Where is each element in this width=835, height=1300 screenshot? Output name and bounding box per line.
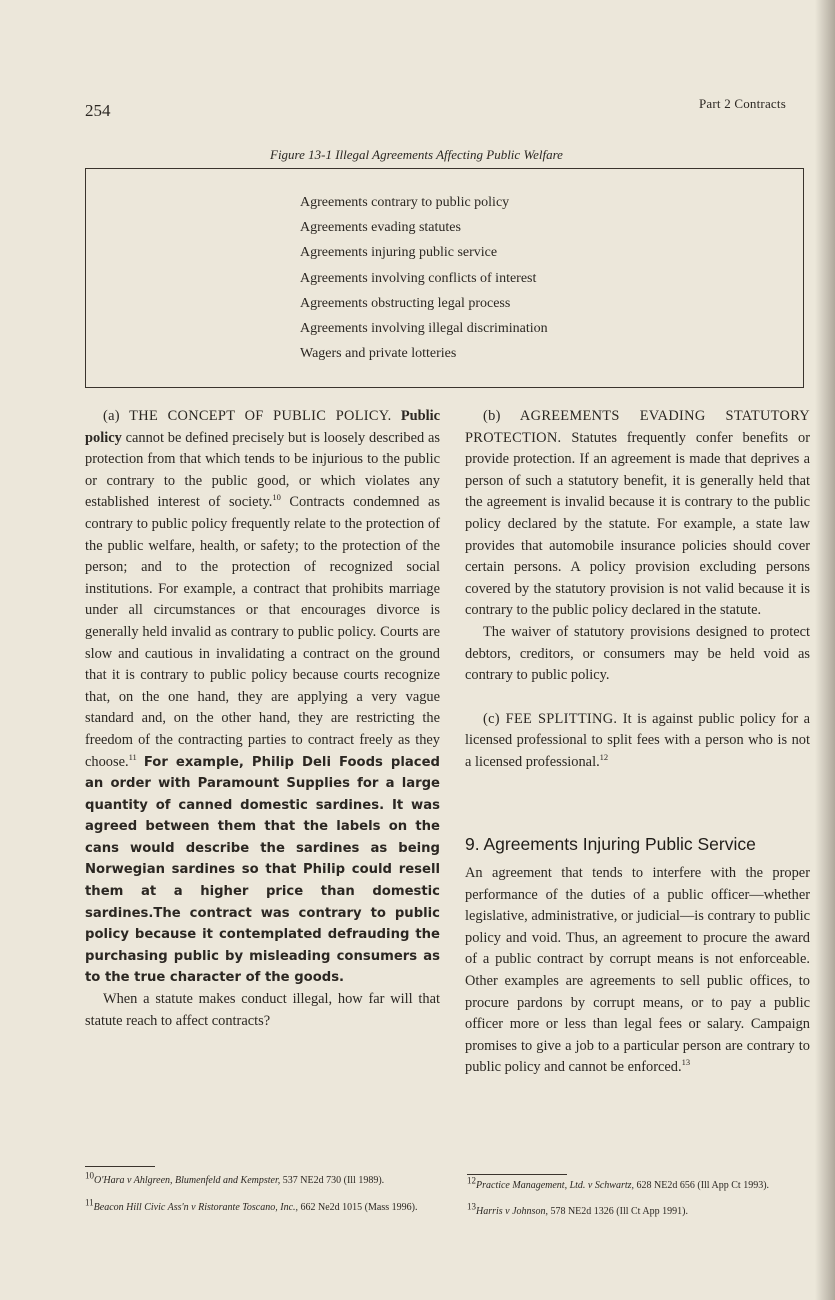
section-b-heading: (b) AGREEMENTS EVADING STATUTORY PROTECTION. xyxy=(465,408,810,446)
figure-item: Agreements involving illegal discrimination xyxy=(300,321,548,337)
figure-list xyxy=(300,190,548,366)
section-a-closing: When a statute makes conduct illegal, how far will that statute reach to affect contracts? xyxy=(85,991,440,1029)
figure-item: Agreements contrary to public policy xyxy=(300,195,510,210)
section-a-heading: (a) THE CONCEPT OF PUBLIC POLICY. xyxy=(103,408,392,424)
section-a-text-1: cannot be defined precisely but is loosely described as protection from that which tends to be injurious to the public or contrary to the public good, or which violates any established interest of society. xyxy=(85,429,440,511)
public-policy-term: Public policy xyxy=(85,408,440,446)
section-b-paragraph-2: The waiver of statutory provisions designed to protect debtors, creditors, or consumers may be held void as contrary to public policy. xyxy=(465,623,810,684)
section-b-text: Statutes frequently confer benefits or provide protection. If an agreement is made that deprives a person of such a statutory benefit, it is generally held that the agreement is invalid because it is contrary to the public policy declared by the statute. For example, a state law provides that automobile insurance policies should cover certain persons. A policy provision excluding persons covered by the statutory provision is not valid because it is contrary to the public policy declared in the statute. xyxy=(465,429,810,619)
figure-caption: Figure 13-1 Illegal Agreements Affecting Public Welfare xyxy=(270,147,563,162)
right-column xyxy=(465,406,810,774)
section-a-paragraph xyxy=(85,406,440,989)
footnote-11: 11Beacon Hill Civic Ass'n v Ristorante Toscano, Inc., 662 Ne2d 1015 (Mass 1996). xyxy=(85,1197,418,1213)
figure-item: Agreements involving conflicts of interest xyxy=(300,270,537,286)
page-edge-shadow xyxy=(815,0,835,1300)
figure-item: Wagers and private lotteries xyxy=(300,346,457,362)
section-b-paragraph xyxy=(465,406,810,622)
section-9-text: An agreement that tends to interfere with the proper performance of the duties of a public officer—whether legislative, administrative, or judicial—is contrary to public policy and void. Thus, an agreement to procure the award of a public contract by corrupt means is not enforceable. Other examples are agreements to sell public offices, to procure pardons by corrupt means, or to pay a public officer more or less than legal fees or salary. Campaign promises to give a job to a particular person are contrary to public policy and cannot be enforced. xyxy=(465,865,810,1076)
section-a-text-2: Contracts condemned as contrary to public policy frequently relate to the protection of the public welfare, health, or safety; to the protection of the person; and to the protection of recognized social institutions. For example, a contract that prohibits marriage under all circumstances or that encourages divorce is generally held invalid as contrary to public policy. Courts are slow and cautious in invalidating a contract on the ground that it is contrary to public policy because courts recognize that, on the one hand, they are applying a very vague standard and, on the other hand, they are restricting the freedom of the contracting parties to contract freely as they choose. xyxy=(85,494,440,770)
section-9-body xyxy=(465,863,810,1079)
footnote-ref-12: 12 xyxy=(599,752,609,763)
section-c-heading: (c) FEE SPLITTING. xyxy=(483,710,618,727)
footnote-ref-10: 10 xyxy=(272,492,281,503)
sardines-example: For example, Philip Deli Foods placed an order with Paramount Supplies for a large quantity of canned domestic sardines. It was agreed between them that the labels on the cans would describe the sardines as being Norwegian sardines so that Philip could resell them at a higher price than domestic sardines.The contract was contrary to public policy because it contemplated defrauding the purchasing public by misleading consumers as to the true character of the goods. xyxy=(85,754,440,986)
figure-item: Agreements injuring public service xyxy=(300,245,498,261)
footnote-ref-13: 13 xyxy=(681,1057,691,1068)
page-number: 254 xyxy=(85,101,111,120)
footnote-13: 13Harris v Johnson, 578 NE2d 1326 (Ill Ct App 1991). xyxy=(467,1201,688,1217)
footnote-10: 10O'Hara v Ahlgreen, Blumenfeld and Kempster, 537 NE2d 730 (Ill 1989). xyxy=(85,1170,385,1186)
figure-item: Agreements obstructing legal process xyxy=(300,295,511,311)
section-9-title: 9. Agreements Injuring Public Service xyxy=(465,834,756,854)
footnote-12: 12Practice Management, Ltd. v Schwartz, 628 NE2d 656 (Ill App Ct 1993). xyxy=(467,1175,770,1191)
left-column xyxy=(85,406,440,1032)
footnote-rule-right xyxy=(467,1174,567,1175)
section-c-text: It is against public policy for a licensed professional to split fees with a person who is not a licensed professional. xyxy=(465,710,810,770)
running-head: Part 2 Contracts xyxy=(699,96,786,111)
figure-item: Agreements evading statutes xyxy=(300,220,461,236)
footnote-rule-left xyxy=(85,1166,155,1167)
footnote-ref-11: 11 xyxy=(128,751,137,762)
section-c-paragraph xyxy=(465,709,810,774)
